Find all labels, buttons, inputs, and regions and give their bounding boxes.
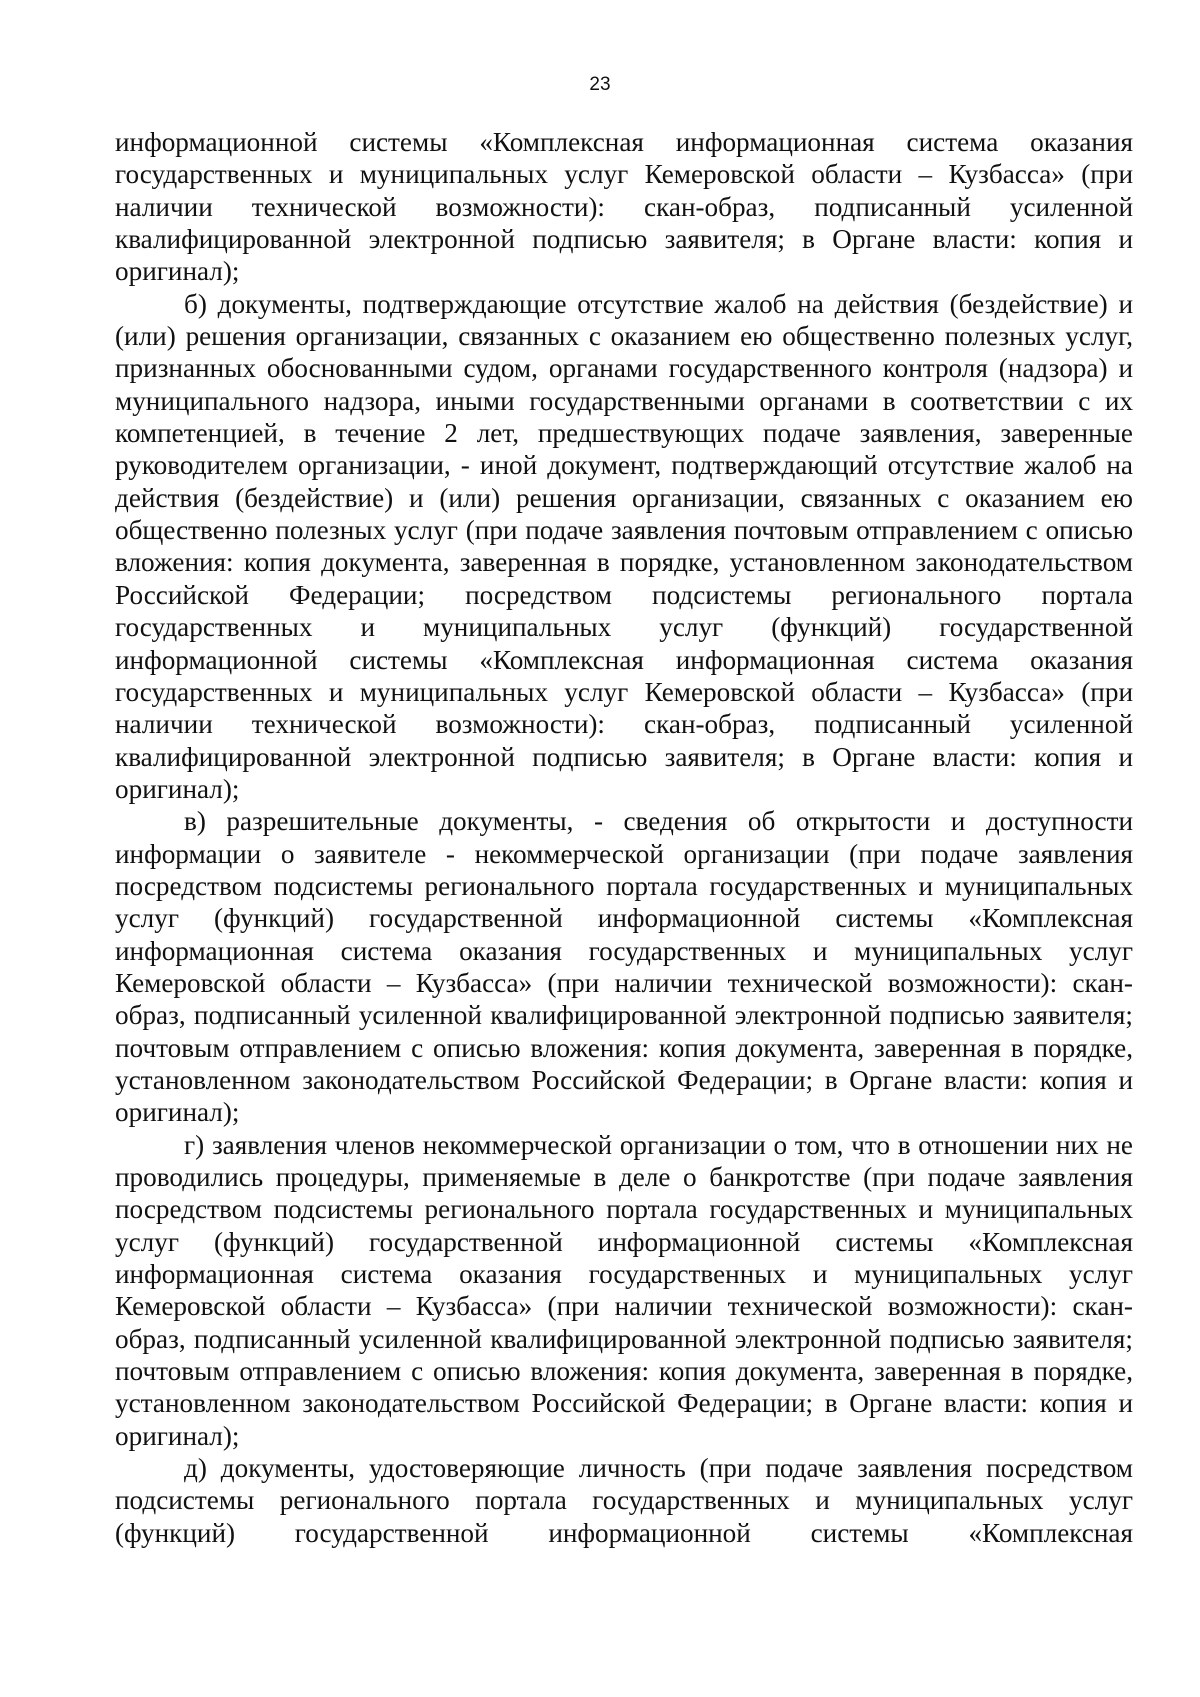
- paragraph-continuation: информационной системы «Комплексная информационная система оказания государственных и муниципальных услуг Кемеровской области – Кузбасса» (при наличии технической возможности): скан-образ, подписанный усиленной квалифицированной электронной подписью заявителя; в Органе власти: копия и оригинал);: [115, 127, 1133, 287]
- paragraph-item-b: б) документы, подтверждающие отсутствие жалоб на действия (бездействие) и (или) решения организации, связанных с оказанием ею общественно полезных услуг, признанных обоснованными судом, органами государственного контроля (надзора) и муниципального надзора, иными государственными органами в соответствии с их компетенцией, в течение 2 лет, предшествующих подаче заявления, заверенные руководителем организации, - иной документ, подтверждающий отсутствие жалоб на действия (бездействие) и (или) решения организации, связанных с оказанием ею общественно полезных услуг (при подаче заявления почтовым отправлением с описью вложения: копия документа, заверенная в порядке, установленном законодательством Российской Федерации; посредством подсистемы регионального портала государственных и муниципальных услуг (функций) государственной информационной системы «Комплексная информационная система оказания государственных и муниципальных услуг Кемеровской области – Кузбасса» (при наличии технической возможности): скан-образ, подписанный усиленной квалифицированной электронной подписью заявителя; в Органе власти: копия и оригинал);: [115, 288, 1133, 804]
- document-body: [115, 126, 1133, 1549]
- page-number: 23: [589, 74, 611, 95]
- paragraph-item-v: в) разрешительные документы, - сведения об открытости и доступности информации о заявителе - некоммерческой организации (при подаче заявления посредством подсистемы регионального портала государственных и муниципальных услуг (функций) государственной информационной системы «Комплексная информационная система оказания государственных и муниципальных услуг Кемеровской области – Кузбасса» (при наличии технической возможности): скан-образ, подписанный усиленной квалифицированной электронной подписью заявителя; почтовым отправлением с описью вложения: копия документа, заверенная в порядке, установленном законодательством Российской Федерации; в Органе власти: копия и оригинал);: [115, 806, 1133, 1128]
- paragraph-item-d: д) документы, удостоверяющие личность (при подаче заявления посредством подсистемы регионального портала государственных и муниципальных услуг (функций) государственной информационной системы «Комплексная: [115, 1453, 1133, 1548]
- paragraph-item-g: г) заявления членов некоммерческой организации о том, что в отношении них не проводились процедуры, применяемые в деле о банкротстве (при подаче заявления посредством подсистемы регионального портала государственных и муниципальных услуг (функций) государственной информационной системы «Комплексная информационная система оказания государственных и муниципальных услуг Кемеровской области – Кузбасса» (при наличии технической возможности): скан-образ, подписанный усиленной квалифицированной электронной подписью заявителя; почтовым отправлением с описью вложения: копия документа, заверенная в порядке, установленном законодательством Российской Федерации; в Органе власти: копия и оригинал);: [115, 1129, 1133, 1451]
